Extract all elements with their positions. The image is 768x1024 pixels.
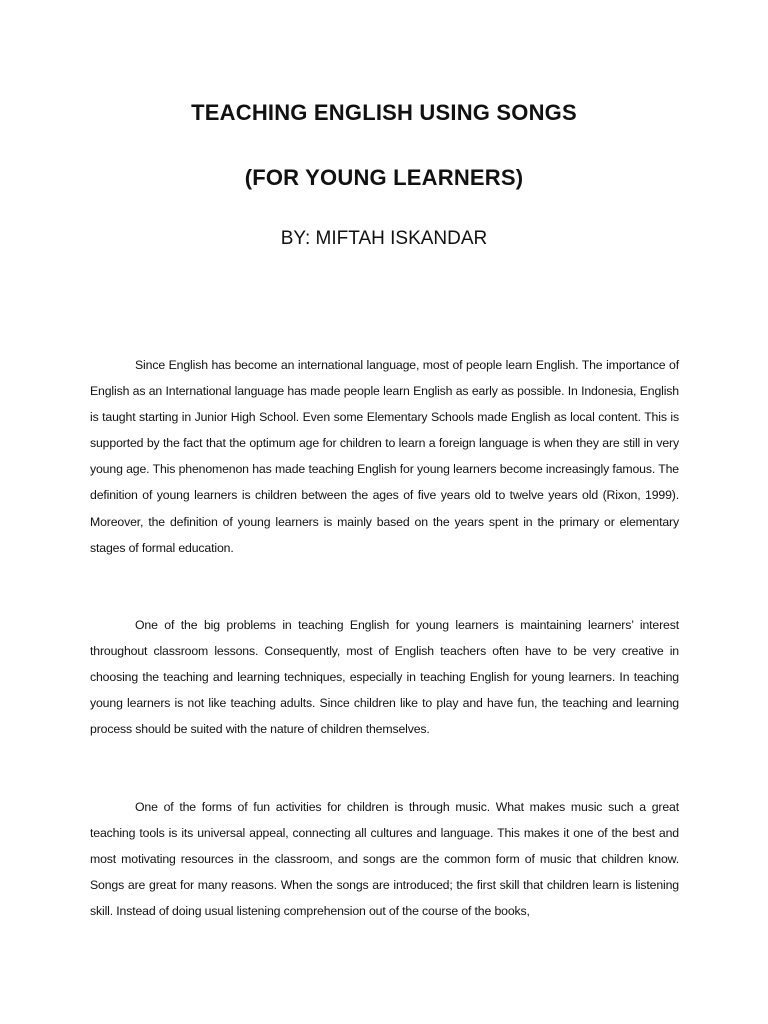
paragraph-problem: One of the big problems in teaching English for young learners is maintaining learners’ interest throughout classroom lessons. Consequently, most of English teachers often have to be very creative in choosing the teaching and learning techniques, especially in teaching English for young learners. In teaching young learners is not like teaching adults. Since children like to play and have fun, the teaching and learning process should be suited with the nature of children themselves. (90, 618, 679, 737)
paragraph-intro: Since English has become an international language, most of people learn English. The importance of English as an International language has made people learn English as early as possible. In Indonesia, English is taught starting in Junior High School. Even some Elementary Schools made English as local content. This is supported by the fact that the optimum age for children to learn a foreign language is when they are still in very young age. This phenomenon has made teaching English for young learners become increasingly famous. The definition of young learners is children between the ages of five years old to twelve years old (Rixon, 1999). Moreover, the definition of young learners is mainly based on the years spent in the primary or elementary stages of formal education. (90, 358, 679, 555)
document-title: TEACHING ENGLISH USING SONGS (191, 100, 577, 125)
document-subtitle: (FOR YOUNG LEARNERS) (244, 165, 524, 190)
document-author: BY: MIFTAH ISKANDAR (280, 228, 488, 249)
paragraph-music: One of the forms of fun activities for children is through music. What makes music such a great teaching tools is its universal appeal, connecting all cultures and language. This makes it one of the best and most motivating resources in the classroom, and songs are the common form of music that children know. Songs are great for many reasons. When the songs are introduced; the first skill that children learn is listening skill. Instead of doing usual listening comprehension out of the course of the books, (90, 800, 679, 919)
